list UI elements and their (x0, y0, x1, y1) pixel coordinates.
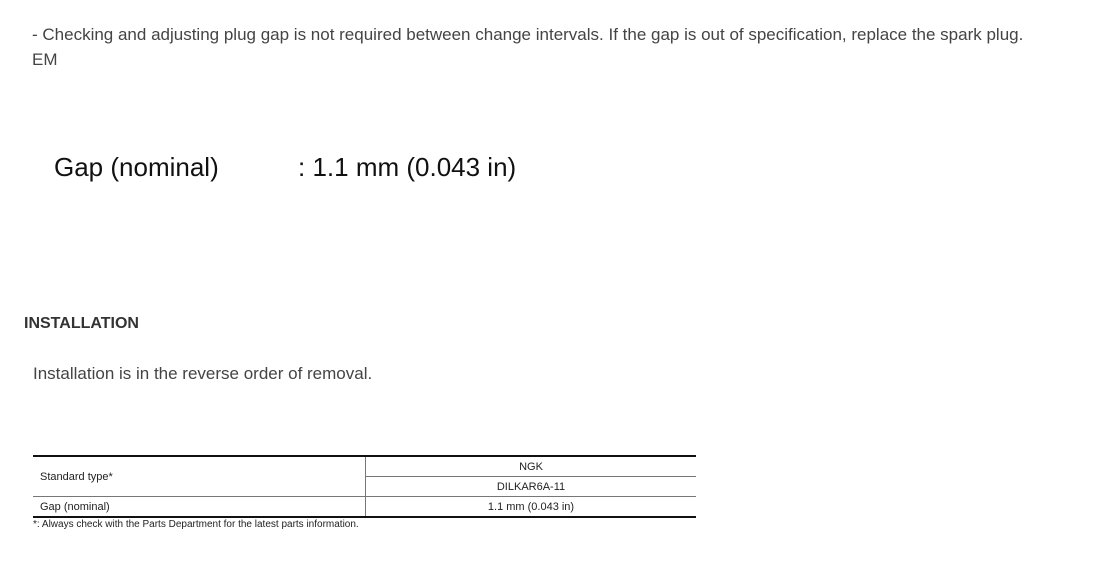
table-cell-maker: NGK (366, 456, 697, 477)
table-cell-part-number: DILKAR6A-11 (366, 477, 697, 497)
installation-text: Installation is in the reverse order of removal. (33, 364, 373, 383)
spark-plug-gap-note (32, 22, 1092, 72)
table-row-label: Gap (nominal) (33, 497, 366, 518)
gap-spec-label: Gap (nominal) (54, 152, 219, 182)
installation-heading: INSTALLATION (24, 315, 139, 332)
table-row (33, 497, 696, 518)
gap-spec-figure (52, 150, 672, 190)
spark-plug-spec-table (33, 455, 696, 518)
note-line-2: EM (32, 50, 58, 69)
table-footnote: *: Always check with the Parts Department for the latest parts information. (33, 519, 359, 530)
gap-spec-value: : 1.1 mm (0.043 in) (298, 152, 517, 182)
note-line-1: - Checking and adjusting plug gap is not required between change intervals. If the gap is out of specification, replace the spark plug. (32, 25, 1024, 44)
table-row (33, 456, 696, 477)
table-cell-gap: 1.1 mm (0.043 in) (366, 497, 697, 518)
table-row-label: Standard type* (33, 456, 366, 497)
